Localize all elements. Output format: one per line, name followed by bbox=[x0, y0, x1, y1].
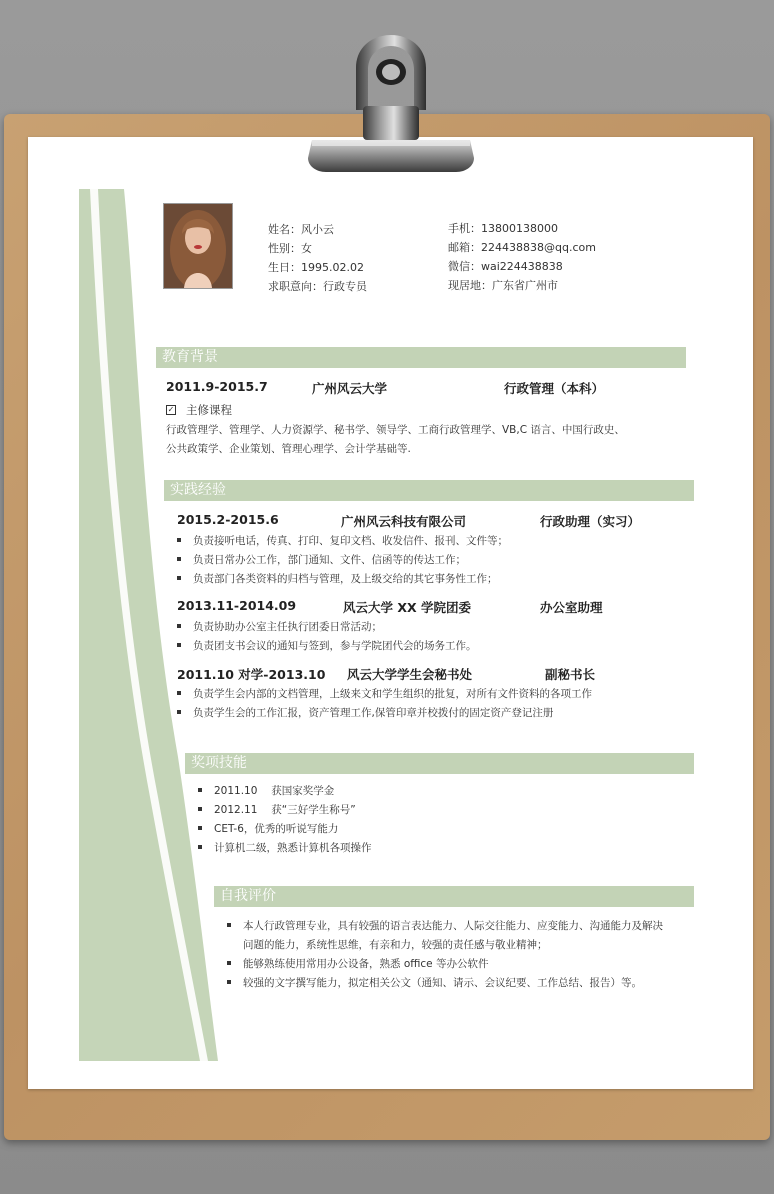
job-3-item: 负责学生会内部的文档管理，上级来文和学生组织的批复，对所有文件资料的各项工作 bbox=[177, 686, 592, 701]
job-3-role: 副秘书长 bbox=[545, 667, 596, 682]
email-text: 邮箱：224438838@qq.com bbox=[448, 241, 596, 254]
job-1-org: 广州风云科技有限公司 bbox=[341, 514, 467, 529]
job-1-item: 负责部门各类资料的归档与管理，及上级交给的其它事务性工作； bbox=[177, 571, 498, 586]
gender-text: 性别：女 bbox=[268, 242, 312, 255]
job-2-period: 2013.11-2014.09 bbox=[177, 598, 297, 613]
name-text: 姓名：风小云 bbox=[268, 223, 334, 236]
award-item: 2011.10 获国家奖学金 bbox=[198, 783, 334, 798]
resume-paper bbox=[28, 137, 753, 1089]
job-2-org: 风云大学 XX 学院团委 bbox=[343, 600, 471, 615]
awards-header: 奖项技能 bbox=[185, 753, 694, 774]
basic-info bbox=[268, 220, 367, 296]
courses-label-row bbox=[166, 402, 232, 418]
profile-photo bbox=[163, 203, 233, 289]
job-3-period: 2011.10 对学-2013.10 bbox=[177, 667, 326, 682]
education-period: 2011.9-2015.7 bbox=[166, 379, 268, 394]
self-item: 能够熟练使用常用办公设备，熟悉 office 等办公软件 bbox=[227, 956, 488, 971]
job-1-period: 2015.2-2015.6 bbox=[177, 512, 279, 527]
phone-text: 手机：13800138000 bbox=[448, 222, 558, 235]
self-item: 本人行政管理专业，具有较强的语言表达能力、人际交往能力、应变能力、沟通能力及解决 bbox=[227, 918, 663, 933]
checkbox-icon: ✓ bbox=[167, 404, 175, 414]
job-1-item: 负责接听电话，传真、打印、复印文档、收发信件、报刊、文件等； bbox=[177, 533, 508, 548]
self-header: 自我评价 bbox=[214, 886, 694, 907]
contact-info bbox=[448, 219, 596, 295]
award-item: 2012.11 获“三好学生称号” bbox=[198, 802, 356, 817]
self-item-continued: 问题的能力，系统性思维，有亲和力，较强的责任感与敬业精神； bbox=[243, 939, 548, 951]
award-item: CET-6，优秀的听说写能力 bbox=[198, 821, 338, 836]
birth-text: 生日：1995.02.02 bbox=[268, 261, 364, 274]
intent-text: 求职意向：行政专员 bbox=[268, 280, 367, 293]
award-item: 计算机二级，熟悉计算机各项操作 bbox=[198, 840, 372, 855]
courses-line-2: 公共政策学、企业策划、管理心理学、会计学基础等. bbox=[166, 443, 411, 455]
job-3-item: 负责学生会的工作汇报，资产管理工作,保管印章并校拨付的固定资产登记注册 bbox=[177, 705, 553, 720]
wechat-text: 微信：wai224438838 bbox=[448, 260, 563, 273]
job-2-role: 办公室助理 bbox=[540, 600, 603, 615]
practice-header: 实践经验 bbox=[164, 480, 694, 501]
job-1-role: 行政助理（实习） bbox=[540, 514, 641, 529]
job-2-item: 负责协助办公室主任执行团委日常活动； bbox=[177, 619, 382, 634]
education-header: 教育背景 bbox=[156, 347, 686, 368]
education-school: 广州风云大学 bbox=[312, 381, 388, 396]
courses-line-1: 行政管理学、管理学、人力资源学、秘书学、领导学、工商行政管理学、VB,C 语言、中国行政史、 bbox=[166, 424, 625, 436]
job-3-org: 风云大学学生会秘书处 bbox=[347, 667, 473, 682]
binder-clip-icon bbox=[306, 28, 476, 178]
self-item: 较强的文字撰写能力，拟定相关公文（通知、请示、会议纪要、工作总结、报告）等。 bbox=[227, 975, 642, 990]
education-major: 行政管理（本科） bbox=[504, 381, 605, 396]
courses-label: 主修课程 bbox=[186, 403, 232, 417]
portrait-image bbox=[164, 204, 232, 288]
job-2-item: 负责团支书会议的通知与签到，参与学院团代会的场务工作。 bbox=[177, 638, 477, 653]
location-text: 现居地：广东省广州市 bbox=[448, 279, 558, 292]
job-1-item: 负责日常办公工作，部门通知、文件、信函等的传达工作； bbox=[177, 552, 466, 567]
